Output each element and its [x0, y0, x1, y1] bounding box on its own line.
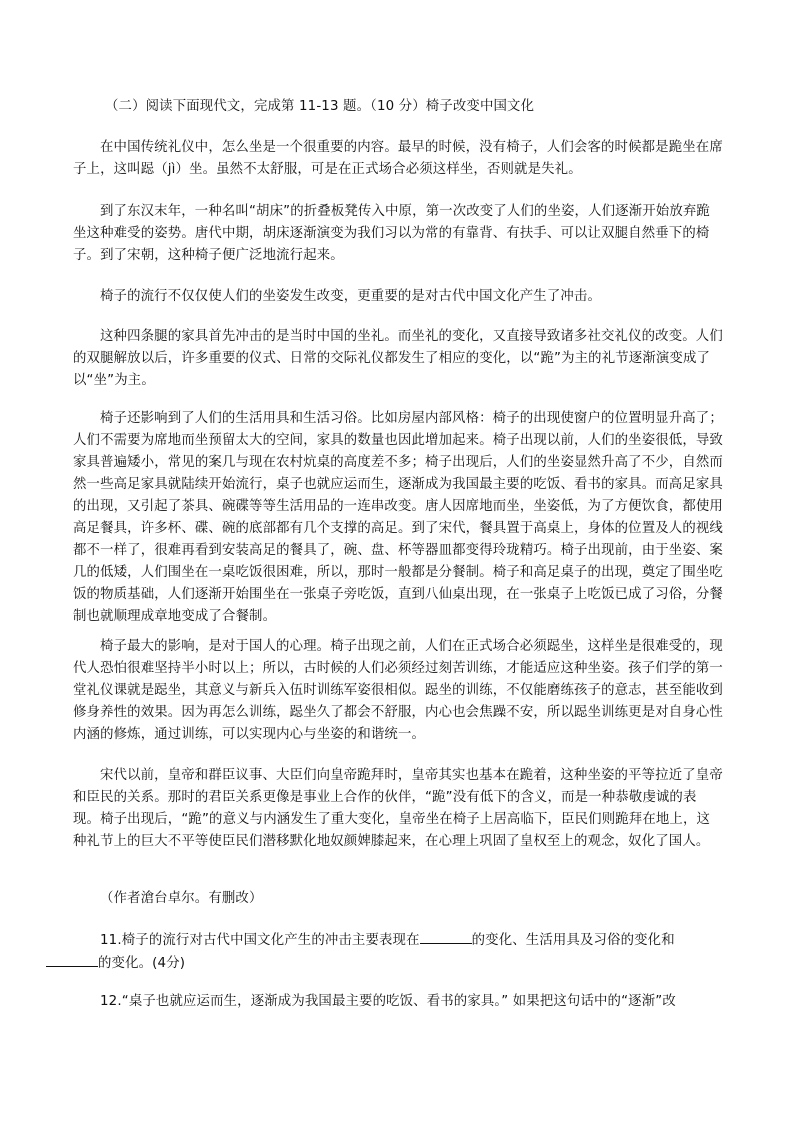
paragraph-2: 到了东汉末年，一种名叫“胡床”的折叠板凳传入中原，第一次改变了人们的坐姿，人们逐渐开始放弃跪坐这种难受的姿势。唐代中期，胡床逐渐演变为我们习以为常的有靠背、有扶手、可以让双腿自然垂下的椅子。到了宋朝，这种椅子便广泛地流行起来。: [73, 204, 710, 263]
paragraph-4: 这种四条腿的家具首先冲击的是当时中国的坐礼。而坐礼的变化，又直接导致诸多社交礼仪的改变。人们的双腿解放以后，许多重要的仪式、日常的交际礼仪都发生了相应的变化，以“跪”为主的礼节逐渐演变成了以“坐”为主。: [73, 329, 723, 388]
answer-blank-2[interactable]: [46, 952, 98, 967]
author-note: （作者滄台卓尔。有删改）: [100, 891, 263, 906]
question-12: 12.“桌子也就应运而生，逐渐成为我国最主要的吃饭、看书的家具。” 如果把这句话中的“逐渐”改: [100, 994, 676, 1009]
answer-blank-1[interactable]: [420, 929, 472, 944]
question-11: [73, 929, 723, 975]
paragraph-7: 宋代以前，皇帝和群臣议事、大臣们向皇帝跪拜时，皇帝其实也基本在跪着，这种坐姿的平等拉近了皇帝和臣民的关系。那时的君臣关系更像是事业上合作的伙伴，“跪”没有低下的含义，而是一种恭敬虔诚的表现。椅子出现后，“跪”的意义与内涵发生了重大变化，皇帝坐在椅子上居高临下，臣民们则跪拜在地上，这种礼节上的巨大不平等使臣民们潜移默化地奴颜婢膝起来，在心理上巩固了皇权至上的观念，奴化了国人。: [73, 768, 723, 849]
paragraph-3: 椅子的流行不仅仅使人们的坐姿发生改变，更重要的是对古代中国文化产生了冲击。: [100, 289, 602, 304]
question-11-part3: 的变化。(4分): [98, 956, 186, 971]
question-11-part2: 的变化、生活用具及习俗的变化和: [471, 933, 675, 948]
paragraph-5: 椅子还影响到了人们的生活用具和生活习俗。比如房屋内部风格：椅子的出现使窗户的位置明显升高了；人们不需要为席地而坐预留太大的空间，家具的数量也因此增加起来。椅子出现以前，人们的坐姿很低，导致家具普遍矮小，常见的案几与现在农村炕桌的高度差不多；椅子出现后，人们的坐姿显然升高了不少，自然而然一些高足家具就陆续开始流行，桌子也就应运而生，逐渐成为我国最主要的吃饭、看书的家具。而高足家具的出现，又引起了茶具、碗碟等等生活用品的一连串改变。唐人因席地而坐，坐姿低，为了方便饮食，都使用高足餐具，许多杯、碟、碗的底部都有几个支撑的高足。到了宋代，餐具置于高桌上，身体的位置及人的视线都不一样了，很难再看到安装高足的餐具了，碗、盘、杯等器皿都变得玲珑精巧。椅子出现前，由于坐姿、案几的低矮，人们围坐在一桌吃饭很困难，所以，那时一般都是分餐制。椅子和高足桌子的出现，奠定了围坐吃饭的物质基础，人们逐渐开始围坐在一张桌子旁吃饭，直到八仙桌出现，在一张桌子上吃饭已成了习俗，分餐制也就顺理成章地变成了合餐制。: [73, 411, 723, 624]
question-11-part1: 11.椅子的流行对古代中国文化产生的冲击主要表现在: [100, 933, 420, 948]
paragraph-1: 在中国传统礼仪中，怎么坐是一个很重要的内容。最早的时候，没有椅子，人们会客的时候都是跪坐在席子上，这叫跽（jì）坐。虽然不太舒服，可是在正式场合必须这样坐，否则就是失礼。: [73, 140, 723, 177]
paragraph-6: 椅子最大的影响，是对于国人的心理。椅子出现之前，人们在正式场合必须跽坐，这样坐是很难受的，现代人恐怕很难坚持半小时以上；所以，古时候的人们必须经过刻苦训练，才能适应这种坐姿。孩子们学的第一堂礼仪课就是跽坐，其意义与新兵入伍时训练军姿很相似。跽坐的训练，不仅能磨练孩子的意志，甚至能收到修身养性的效果。因为再怎么训练，跽坐久了都会不舒服，内心也会焦躁不安，所以跽坐训练更是对自身心性内涵的修炼，通过训练，可以实现内心与坐姿的和谐统一。: [73, 639, 723, 742]
section-heading: （二）阅读下面现代文，完成第 11-13 题。（10 分）椅子改变中国文化: [105, 99, 535, 114]
